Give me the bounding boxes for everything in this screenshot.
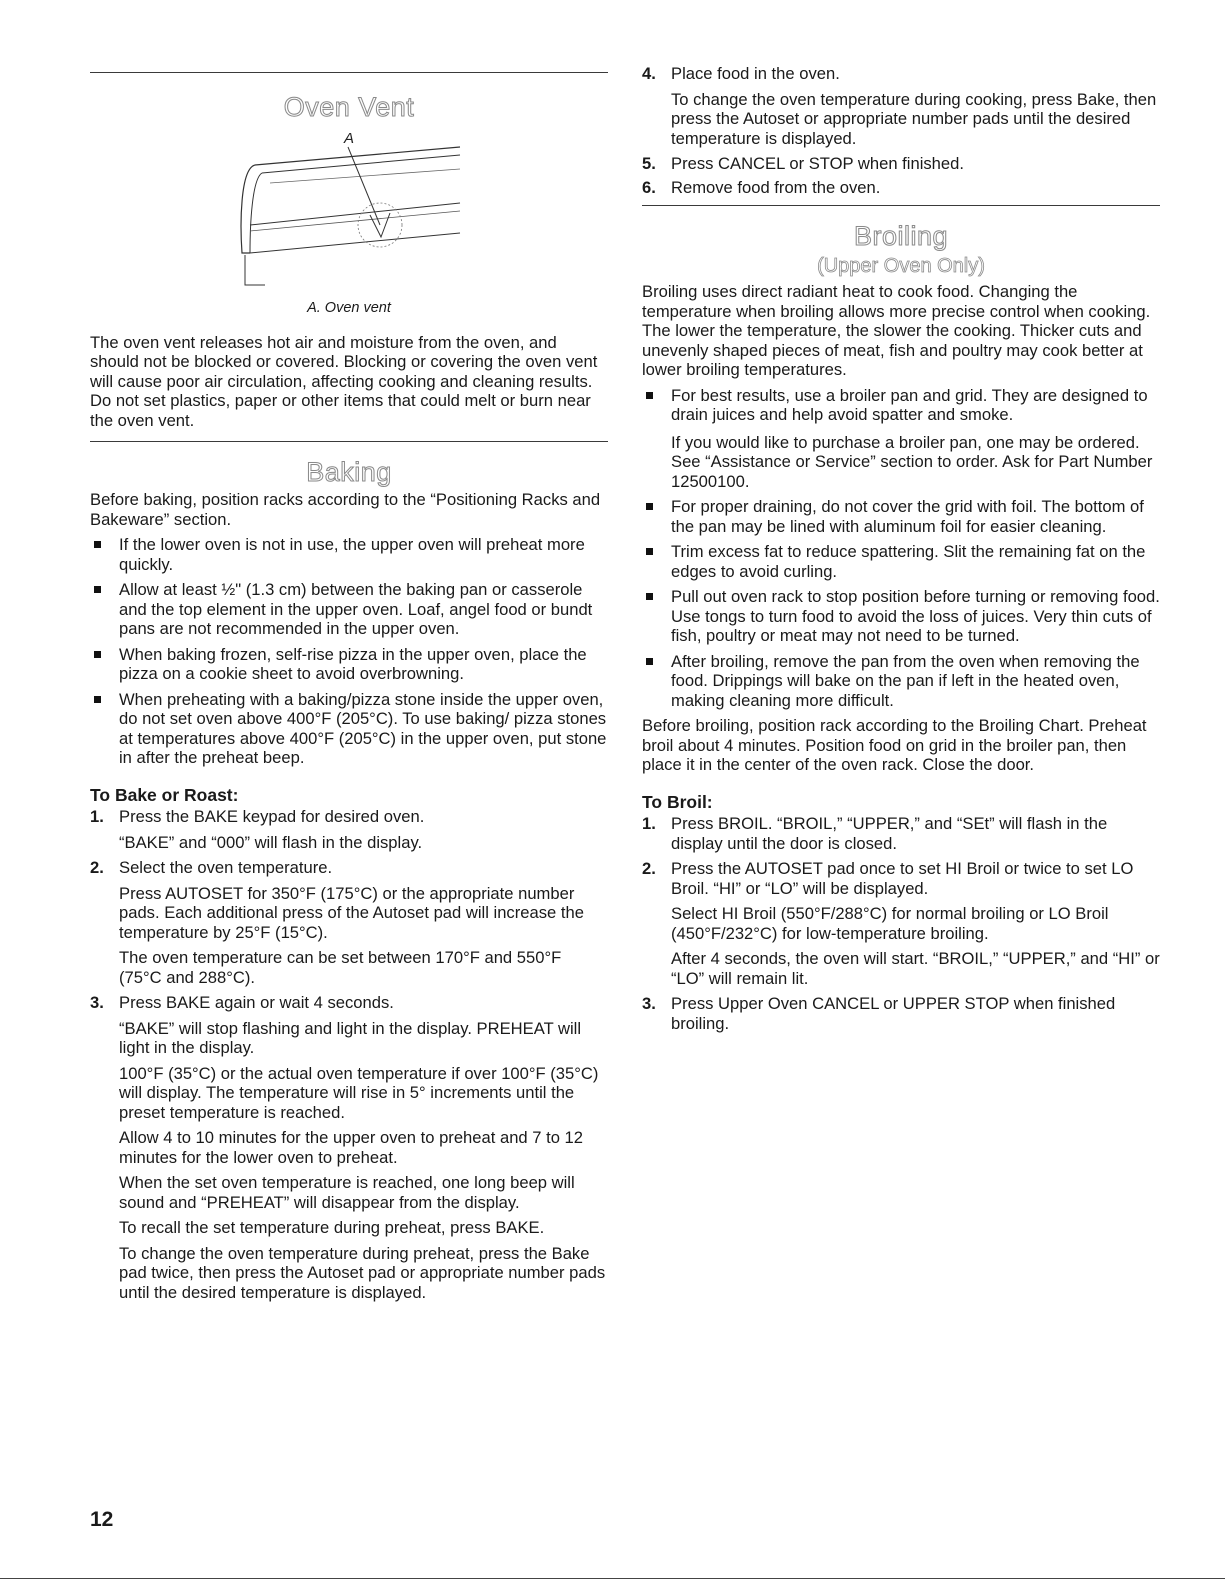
list-item: Trim excess fat to reduce spattering. Slit the remaining fat on the edges to avoid curling. [642,542,1160,581]
step-item [90,807,608,852]
step-text: Select the oven temperature. [119,858,333,877]
step-item [642,154,1160,174]
step-text: Press the AUTOSET pad once to set HI Broil or twice to set LO Broil. “HI” or “LO” will be displayed. [671,859,1134,898]
list-item: Allow at least ½" (1.3 cm) between the baking pan or casserole and the top element in the upper oven. Loaf, angel food or bundt pans are not recommended in the upper oven. [90,580,608,639]
right-column [642,64,1160,1033]
step-number: 6. [642,177,656,197]
oven-vent-body: The oven vent releases hot air and moisture from the oven, and should not be blocked or covered. Blocking or covering the oven vent will cause poor air circulation, affecting cooking and cleaning results. Do not set plastics, paper or other items that could melt or burn near the oven vent. [90,332,598,430]
list-item: When baking frozen, self-rise pizza in the upper oven, place the pizza on a cookie sheet to avoid overbrowning. [90,645,608,684]
broiling-title: Broiling [853,221,949,251]
page-bottom-edge [0,1578,1225,1579]
step-text: Place food in the oven. [671,64,840,83]
baking-title: Baking [306,457,392,487]
step-item [90,993,608,1302]
step-detail: Select HI Broil (550°F/288°C) for normal broiling or LO Broil (450°F/232°C) for low-temperature broiling. [671,904,1109,943]
step-detail: To change the oven temperature during cooking, press Bake, then press the Autoset or appropriate number pads until the desired temperature is displayed. [671,89,1157,148]
step-number: 2. [642,859,656,878]
baking-bullets [90,535,608,768]
oven-vent-caption: A. Oven vent [307,300,391,316]
step-number: 3. [90,993,104,1012]
broil-heading: To Broil: [642,791,713,812]
oven-vent-illustration [90,125,608,295]
step-text: Remove food from the oven. [671,177,881,197]
step-detail: To recall the set temperature during preheat, press BAKE. [119,1218,545,1237]
section-divider [90,441,608,442]
step-detail: “BAKE” will stop flashing and light in the display. PREHEAT will light in the display. [119,1018,582,1057]
step-text: Press BROIL. “BROIL,” “UPPER,” and “SEt” will flash in the display until the door is closed. [671,814,1108,853]
list-item: Pull out oven rack to stop position before turning or removing food. Use tongs to turn food to avoid the loss of juices. Very thin cuts of fish, poultry or meat may not need to be turned. [642,587,1160,646]
step-item [642,814,1160,853]
step-item [642,64,1160,148]
step-detail: 100°F (35°C) or the actual oven temperature if over 100°F (35°C) will display. The temperature will rise in 5° increments until the preset temperature is reached. [119,1063,599,1122]
bake-steps [90,807,608,1302]
step-item [642,178,1160,198]
step-text: Press Upper Oven CANCEL or UPPER STOP when finished broiling. [671,994,1116,1033]
page-number: 12 [90,1508,114,1531]
broil-steps [642,814,1160,1033]
list-item [642,386,1160,492]
step-item [642,859,1160,988]
step-detail: Press AUTOSET for 350°F (175°C) or the appropriate number pads. Each additional press of the Autoset pad will increase the temperature by 25°F (15°C). [119,883,584,942]
step-number: 1. [90,807,104,826]
step-detail: After 4 seconds, the oven will start. “BROIL,” “UPPER,” and “HI” or “LO” will remain lit. [671,949,1160,988]
figure-label-a: A [344,130,355,147]
broiling-outro: Before broiling, position rack according to the Broiling Chart. Preheat broil about 4 minutes. Position food on grid in the broiler pan, then place it in the center of the oven rack. Close the door. [642,716,1147,774]
step-number: 4. [642,64,656,83]
broiling-subtitle: (Upper Oven Only) [817,255,985,277]
step-number: 2. [90,858,104,877]
step-detail: The oven temperature can be set between 170°F and 550°F (75°C and 288°C). [119,948,562,987]
step-detail: Allow 4 to 10 minutes for the upper oven to preheat and 7 to 12 minutes for the lower oven to preheat. [119,1128,584,1167]
section-divider [90,72,608,73]
list-item: If the lower oven is not in use, the upper oven will preheat more quickly. [90,535,608,574]
step-number: 5. [642,154,656,173]
step-text: Press BAKE again or wait 4 seconds. [119,993,394,1012]
baking-intro: Before baking, position racks according to the “Positioning Racks and Bakeware” section. [90,490,601,529]
bullet-detail: If you would like to purchase a broiler pan, one may be ordered. See “Assistance or Service” section to order. Ask for Part Number 12500100. [671,432,1153,491]
bullet-text: For best results, use a broiler pan and grid. They are designed to drain juices and help avoid spatter and smoke. [671,385,1148,424]
list-item: After broiling, remove the pan from the oven when removing the food. Drippings will bake on the pan if left in the heated oven, making cleaning more difficult. [642,652,1160,711]
step-item [90,858,608,987]
section-divider [642,205,1160,206]
step-text: Press the BAKE keypad for desired oven. [119,807,425,826]
step-number: 1. [642,814,656,833]
bake-roast-heading: To Bake or Roast: [90,784,239,805]
step-detail: To change the oven temperature during preheat, press the Bake pad twice, then press the Autoset pad or appropriate number pads until the desired temperature is displayed. [119,1243,606,1302]
step-detail: When the set oven temperature is reached, one long beep will sound and “PREHEAT” will disappear from the display. [119,1173,575,1212]
list-item: When preheating with a baking/pizza stone inside the upper oven, do not set oven above 400°F (205°C). To use baking/ pizza stones at temperatures above 400°F (205°C) in the upper oven, put stone in after the preheat beep. [90,690,608,768]
oven-vent-figure [90,125,608,295]
left-column [90,60,608,1302]
broiling-intro: Broiling uses direct radiant heat to cook food. Changing the temperature when broiling allows more precise control when cooking. The lower the temperature, the slower the cooking. Thicker cuts and unevenly shaped pieces of meat, fish and poultry may cook better at lower broiling temperatures. [642,282,1151,379]
step-detail: “BAKE” and “000” will flash in the display. [119,832,423,852]
step-item [642,994,1160,1033]
oven-vent-title: Oven Vent [283,92,415,122]
step-number: 3. [642,994,656,1013]
list-item: For proper draining, do not cover the grid with foil. The bottom of the pan may be lined with aluminum foil for easier cleaning. [642,497,1160,536]
step-text: Press CANCEL or STOP when finished. [671,154,964,173]
broiling-bullets [642,386,1160,711]
bake-steps-continued [642,64,1160,197]
